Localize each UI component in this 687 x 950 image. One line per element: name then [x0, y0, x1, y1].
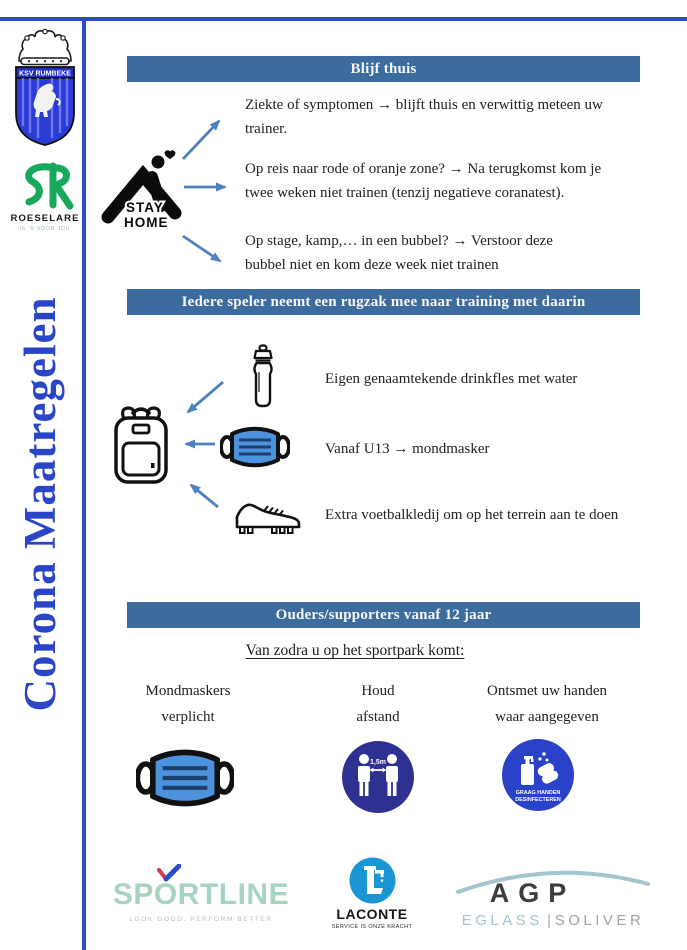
sanitizer-badge-line1: GRAAG HANDEN: [515, 790, 561, 796]
roeselare-wordmark: ROESELARE: [10, 213, 80, 224]
stay-label: STAY: [126, 200, 164, 215]
arrow-bottle-to-backpack: [188, 382, 223, 412]
home-label: HOME: [124, 215, 169, 230]
arrow-to-rule-1: [183, 121, 219, 159]
column-label-distance: Houd afstand: [356, 683, 400, 725]
arrow-boot-to-backpack: [191, 485, 218, 507]
laconte-monogram-icon: [349, 857, 396, 904]
backpack-icon: [111, 403, 171, 487]
face-mask-icon: [136, 747, 234, 809]
club-name-label: KSV RUMBEKE: [19, 70, 71, 78]
laconte-tagline: SERVICE IS ONZE KRACHT: [331, 924, 413, 930]
agp-subbrand: [455, 912, 651, 929]
water-bottle-icon: [248, 344, 278, 408]
agp-wordmark: AGP: [489, 878, 576, 908]
agp-subbrand-divider: [548, 914, 550, 928]
club-crest-icon: [9, 27, 81, 147]
sponsor-agp: [455, 856, 651, 934]
rule-sickness: Ziekte of symptomen → blijft thuis en verwittig meteen uw trainer.: [245, 97, 603, 137]
supporters-subtitle: Van zodra u op het sportpark komt:: [245, 642, 465, 659]
stay-home-icon: [100, 149, 184, 233]
section-header-supporters: Ouders/supporters vanaf 12 jaar: [127, 602, 640, 628]
club-crest-logo: [9, 27, 81, 147]
column-label-sanitize: Ontsmet uw handen waar aangegeven: [487, 683, 607, 725]
laconte-wordmark: LACONTE: [336, 906, 408, 922]
agp-subbrand-soliver: SOLIVER: [554, 912, 645, 929]
sportline-wordmark: SPORTLINE: [112, 878, 290, 911]
section-header-backpack: Iedere speler neemt een rugzak mee naar training met daarin: [127, 289, 640, 315]
football-boot-icon: [231, 497, 303, 539]
arrow-to-rule-3: [183, 236, 220, 261]
poster-vertical-title: Corona Maatregelen: [15, 296, 65, 712]
column-label-masks: Mondmaskers verplicht: [145, 683, 231, 725]
sponsor-sportline: [105, 862, 297, 934]
backpack-item-bottle-text: Eigen genaamtekende drinkfles met water: [325, 371, 578, 387]
face-mask-icon: [220, 425, 290, 469]
sportline-tagline: LOOK GOOD. PERFORM BETTER: [129, 916, 273, 923]
hand-sanitizer-icon: [500, 737, 576, 813]
agp-subbrand-eglass: EGLASS: [461, 912, 543, 929]
top-border-line: [0, 17, 687, 21]
section-header-stay-home: Blijf thuis: [127, 56, 640, 82]
distance-label: 1,5m: [370, 759, 386, 766]
rule-bubble: Op stage, kamp,… in een bubbel? → Verstoor deze bubbel niet en kom deze week niet trainen: [245, 233, 553, 273]
backpack-item-kit-text: Extra voetbalkledij om op het terrein aan te doen: [325, 507, 619, 523]
roeselare-monogram-icon: [15, 161, 75, 211]
person-head: [152, 156, 165, 169]
sanitizer-badge-line2: DESINFECTEREN: [515, 797, 561, 803]
keep-distance-icon: [341, 740, 415, 814]
rule-travel: Op reis naar rode of oranje zone? → Na terugkomst kom je twee weken niet trainen (tenzij negatieve coranatest).: [245, 161, 602, 201]
sponsor-laconte: [327, 856, 417, 944]
roeselare-tagline: IS 'R VOOR JOU: [19, 226, 71, 232]
heart-icon: [165, 150, 176, 159]
backpack-item-mask-text: Vanaf U13 → mondmasker: [325, 441, 490, 457]
roeselare-logo: [6, 161, 84, 239]
